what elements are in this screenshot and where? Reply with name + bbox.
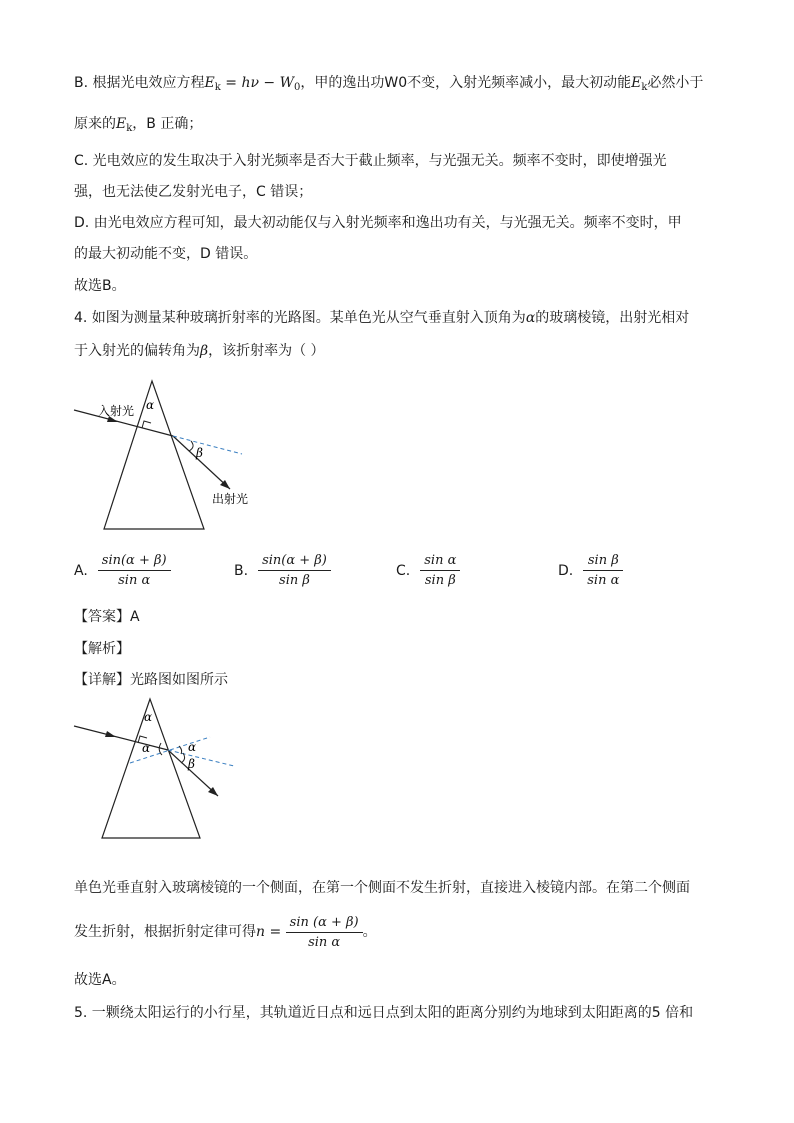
prism-figure-2 (60, 693, 260, 843)
prism-figure-1 (60, 375, 260, 535)
incoming-arrow-icon (105, 731, 116, 737)
choice-a[interactable]: A. $\frac{\sin(\alpha + \beta)}{\text{sin α}}$ (74, 552, 171, 592)
explain-line-2: 发生折射，根据折射定律可得n = $\frac{\sin (\alpha + \beta)}{\text{sin α}}$ 。 (74, 914, 377, 950)
detail-line: 【详解】光路图如图所示 (74, 672, 228, 688)
symbol-alpha: α (525, 310, 536, 326)
choose-line-1: 故选B。 (74, 278, 126, 294)
fraction: $\frac{\sin(\alpha + \beta)}{\text{sin α}}$ (98, 552, 171, 589)
outer-alpha-label: α (188, 740, 197, 754)
inner-alpha-label: α (142, 741, 151, 755)
symbol-ek: $E_k$ (116, 116, 133, 134)
refraction-formula: $\frac{\sin (\alpha + \beta)}{\text{sin α}}$ (286, 914, 363, 951)
question-5-line-1: 5. 一颗绕太阳运行的小行星，其轨道近日点和远日点到太阳的距离分别约为地球到太阳距离的5 倍和 (74, 1005, 694, 1021)
text: ，甲的逸出功W0不变，入射光频率减小，最大初动能 (300, 75, 632, 91)
choice-d[interactable]: D. $\frac{\text{sin β}}{\text{sin α}}$ (558, 552, 623, 592)
question-4-line-2: 于入射光的偏转角为β，该折射率为（ ） (74, 343, 325, 359)
choice-c[interactable]: C. $\frac{\text{sin α}}{\text{sin β}}$ (396, 552, 460, 592)
beta-label: β (196, 446, 203, 460)
option-c-line-1: C. 光电效应的发生取决于入射光频率是否大于截止频率，与光强无关。频率不变时，即使增强光 (74, 153, 667, 169)
symbol-ek: $E_k$ (631, 75, 648, 93)
option-b-line-2: 原来的$E_k$，B 正确； (74, 116, 203, 134)
answer-line: 【答案】A (74, 609, 140, 625)
formula-ek: $E_k = h\nu - W_0$ (204, 75, 301, 93)
option-b-line-1 (74, 73, 703, 98)
text: B. 根据光电效应方程 (74, 75, 205, 91)
explain-line-1: 单色光垂直射入玻璃棱镜的一个侧面，在第一个侧面不发生折射，直接进入棱镜内部。在第二个侧面 (74, 880, 690, 896)
fraction: $\frac{\sin(\alpha + \beta)}{\text{sin β}}$ (258, 552, 331, 589)
beta-label: β (188, 757, 195, 771)
outgoing-light-label: 出射光 (212, 492, 249, 506)
choose-line-2: 故选A。 (74, 972, 126, 988)
fraction: $\frac{\text{sin β}}{\text{sin α}}$ (583, 552, 623, 589)
question-4-line-1: 4. 如图为测量某种玻璃折射率的光路图。某单色光从空气垂直射入顶角为α的玻璃棱镜，出射光相对 (74, 310, 690, 326)
text: 必然小于 (647, 75, 704, 91)
option-d-line-2: 的最大初动能不变，D 错误。 (74, 246, 258, 262)
alpha-label: α (146, 398, 155, 412)
choice-b[interactable]: B. $\frac{\sin(\alpha + \beta)}{\text{sin β}}$ (234, 552, 331, 592)
beta-arc (181, 753, 185, 763)
apex-alpha-label: α (144, 710, 153, 724)
extension-dashed-line (168, 750, 234, 766)
incoming-ray (74, 726, 168, 750)
right-angle-mark (142, 421, 151, 428)
symbol-beta: β (200, 343, 209, 359)
option-d-line-1: D. 由光电效应方程可知，最大初动能仅与入射光频率和逸出功有关，与光强无关。频率不变时，甲 (74, 215, 682, 231)
option-c-line-2: 强，也无法使乙发射光电子，C 错误； (74, 184, 313, 200)
beta-arc (189, 441, 193, 451)
incoming-light-label: 入射光 (98, 404, 135, 418)
fraction: $\frac{\text{sin α}}{\text{sin β}}$ (420, 552, 460, 589)
analysis-heading: 【解析】 (74, 641, 130, 657)
symbol-n: n (256, 924, 266, 940)
